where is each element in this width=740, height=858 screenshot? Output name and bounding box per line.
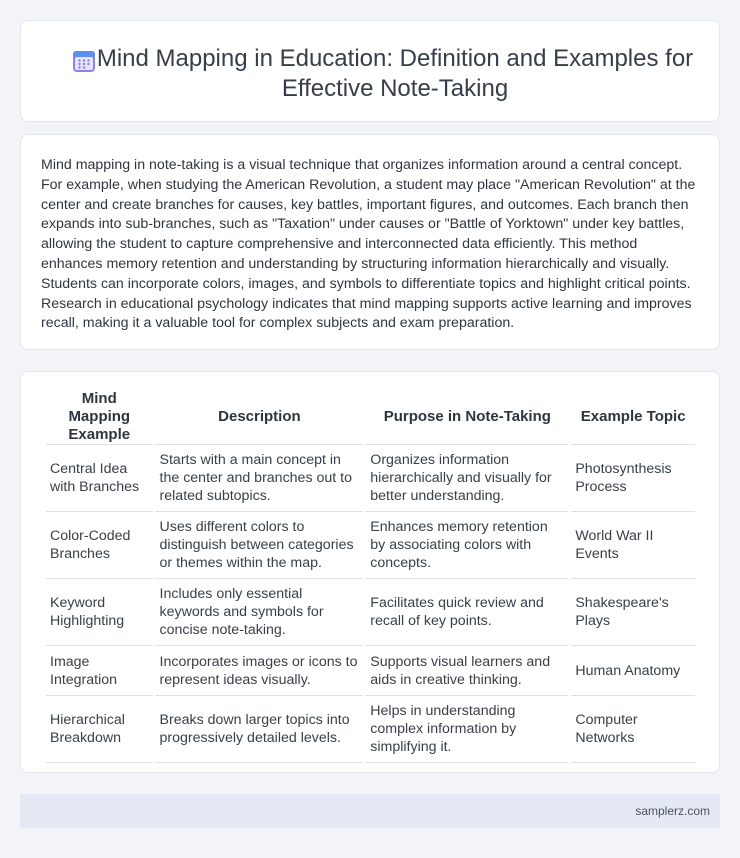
table-header-row	[46, 390, 695, 445]
table-card	[20, 371, 720, 773]
table-cell: Organizes information hierarchically and visually for better understanding.	[366, 445, 568, 512]
table-cell: Image Integration	[46, 646, 153, 696]
column-header: Example Topic	[571, 390, 695, 445]
table-cell: Human Anatomy	[571, 646, 695, 696]
table-row	[46, 445, 695, 512]
table-cell: Color-Coded Branches	[46, 512, 153, 579]
title-card	[20, 20, 720, 122]
table-row	[46, 646, 695, 696]
table-cell: Breaks down larger topics into progressively detailed levels.	[156, 696, 364, 763]
table-cell: Helps in understanding complex information by simplifying it.	[366, 696, 568, 763]
site-link[interactable]: samplerz.com	[635, 804, 710, 818]
intro-paragraph: Mind mapping in note-taking is a visual technique that organizes information around a central concept. For example, when studying the American Revolution, a student may place "American Revolution" at the center and create branches for causes, key battles, important figures, and outcomes. Each branch then expands into sub-branches, such as "Taxation" under causes or "Battle of Yorktown" under key battles, allowing the student to capture comprehensive and interconnected data efficiently. This method enhances memory retention and understanding by structuring information hierarchically and visually. Students can incorporate colors, images, and symbols to differentiate topics and highlight critical points. Research in educational psychology indicates that mind mapping supports active learning and improves recall, making it a valuable tool for complex subjects and exam preparation.	[41, 157, 696, 332]
footer	[20, 794, 720, 828]
examples-table	[43, 390, 698, 763]
table-row	[46, 512, 695, 579]
table-cell: Starts with a main concept in the center and branches out to related subtopics.	[156, 445, 364, 512]
table-cell: World War II Events	[571, 512, 695, 579]
table-cell: Facilitates quick review and recall of key points.	[366, 579, 568, 646]
table-cell: Shakespeare's Plays	[571, 579, 695, 646]
table-cell: Incorporates images or icons to represent ideas visually.	[156, 646, 364, 696]
table-cell: Enhances memory retention by associating colors with concepts.	[366, 512, 568, 579]
table-cell: Central Idea with Branches	[46, 445, 153, 512]
table-cell: Uses different colors to distinguish between categories or themes within the map.	[156, 512, 364, 579]
column-header: Mind Mapping Example	[46, 390, 153, 445]
intro-card	[20, 134, 720, 350]
page-title: Mind Mapping in Education: Definition and Examples for Effective Note-Taking	[96, 45, 694, 102]
table-cell: Supports visual learners and aids in creative thinking.	[366, 646, 568, 696]
table-row	[46, 696, 695, 763]
table-cell: Photosynthesis Process	[571, 445, 695, 512]
column-header: Purpose in Note-Taking	[366, 390, 568, 445]
column-header: Description	[156, 390, 364, 445]
table-cell: Keyword Highlighting	[46, 579, 153, 646]
table-cell: Hierarchical Breakdown	[46, 696, 153, 763]
table-cell: Computer Networks	[571, 696, 695, 763]
table-row	[46, 579, 695, 646]
table-cell: Includes only essential keywords and symbols for concise note-taking.	[156, 579, 364, 646]
